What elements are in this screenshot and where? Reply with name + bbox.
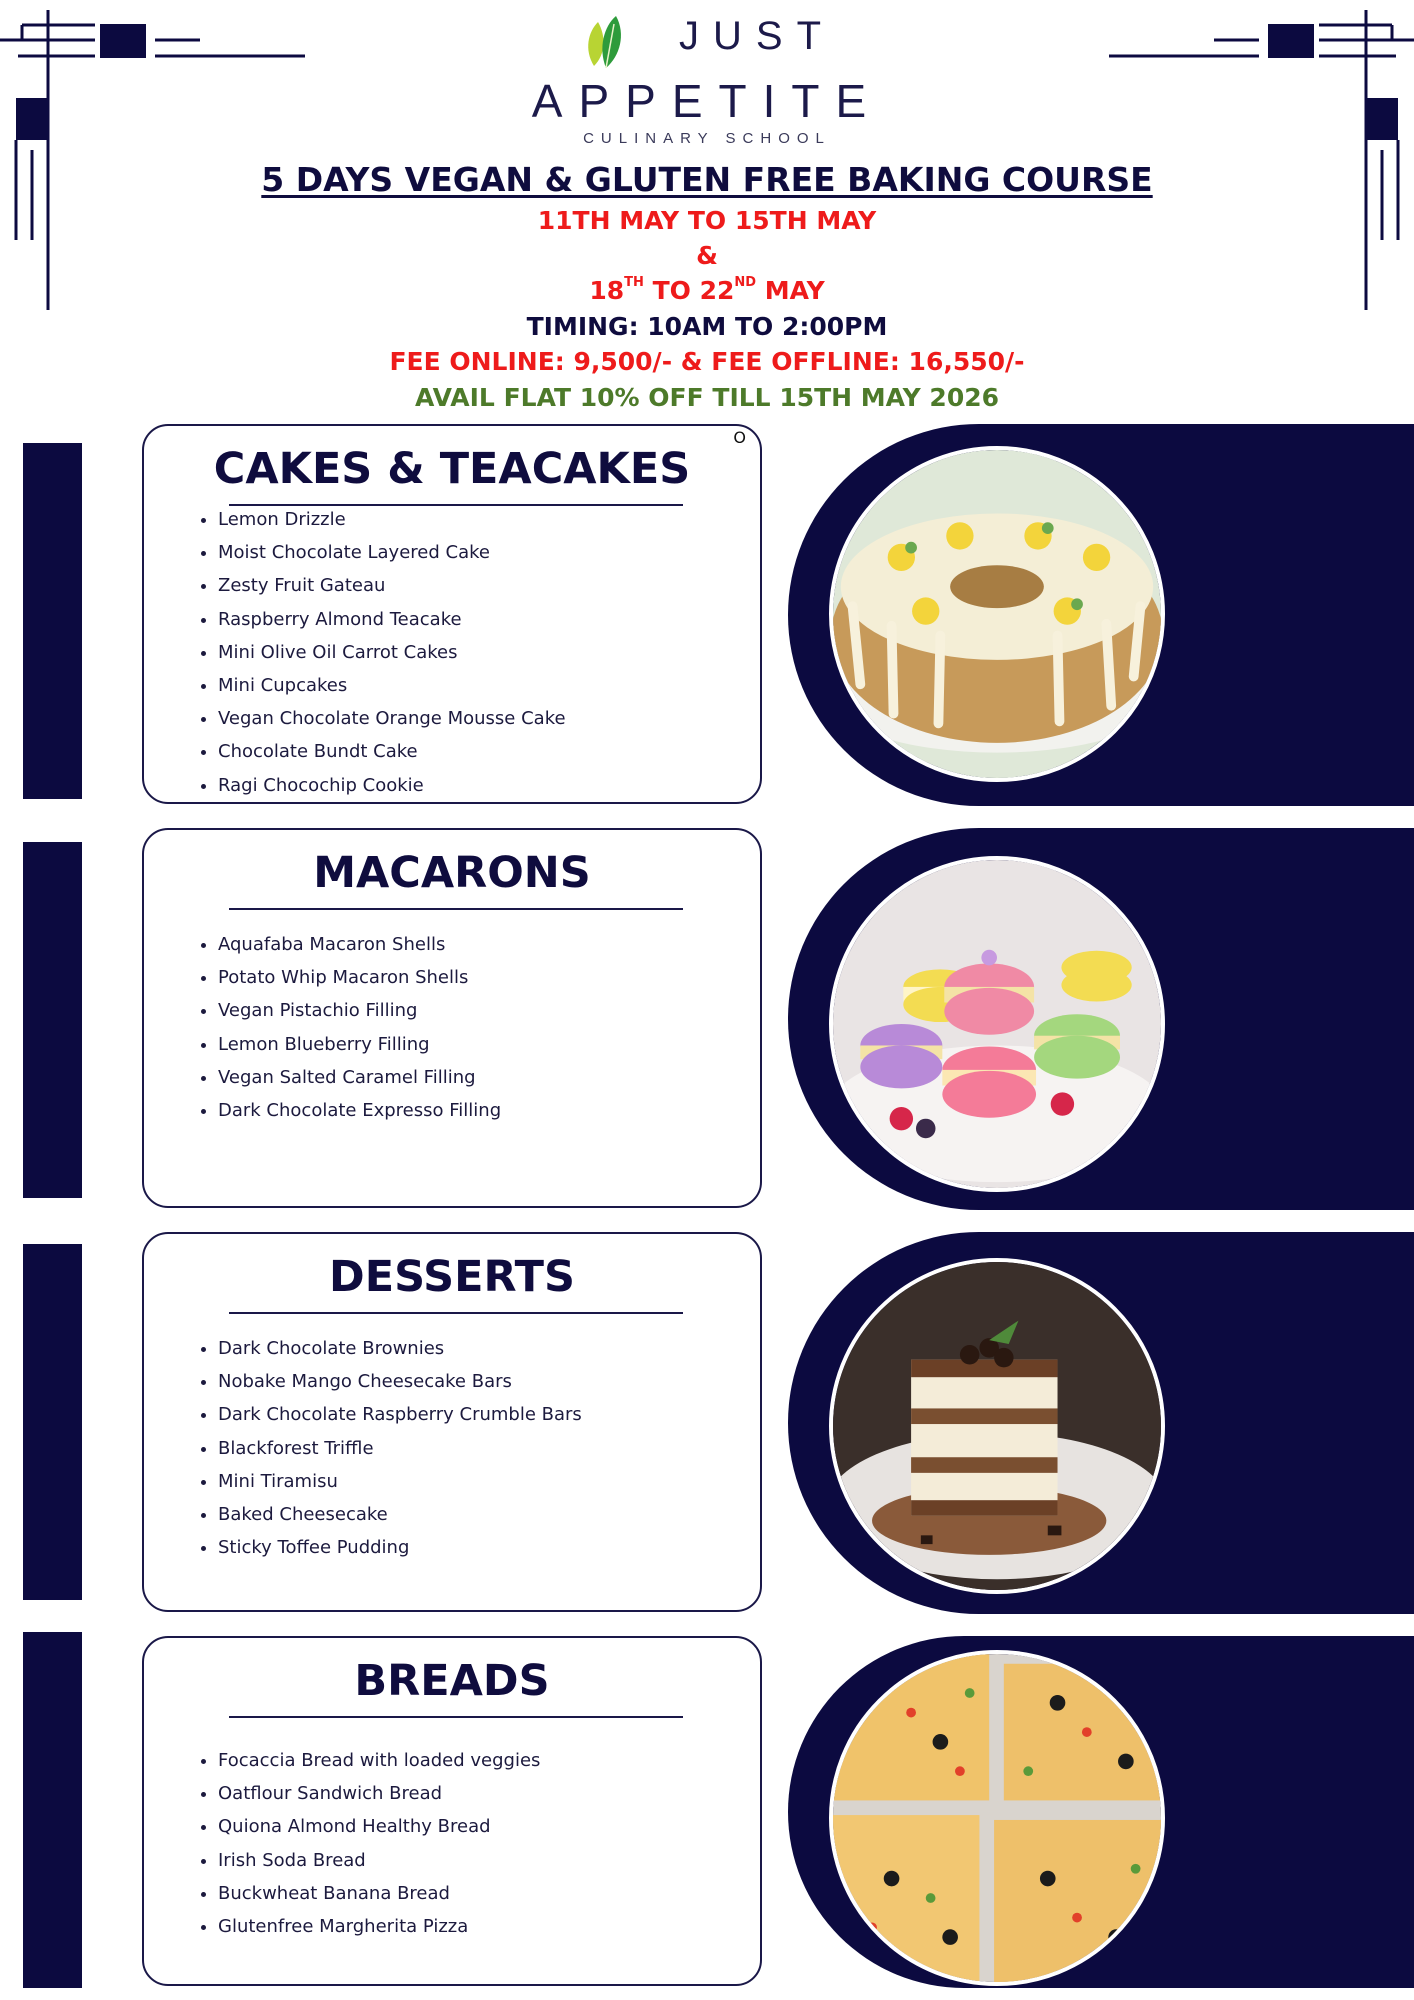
- list-item: • Dark Chocolate Expresso Filling: [218, 1094, 501, 1127]
- logo-subtitle: CULINARY SCHOOL: [583, 130, 831, 147]
- list-item: • Vegan Chocolate Orange Mousse Cake: [218, 702, 566, 735]
- item-list: [194, 1744, 540, 1943]
- section-card-desserts: [142, 1232, 762, 1612]
- list-item: • Dark Chocolate Raspberry Crumble Bars: [218, 1398, 582, 1431]
- section-card-cakes: [142, 424, 762, 804]
- section-title: BREADS: [354, 1656, 550, 1706]
- list-item: • Vegan Salted Caramel Filling: [218, 1061, 501, 1094]
- section-side-bar: [23, 1632, 82, 1988]
- list-item: • Ragi Chocochip Cookie: [218, 769, 566, 802]
- date-range-2: 18TH TO 22ND MAY: [589, 275, 825, 305]
- item-list: [194, 928, 501, 1127]
- section-card-macarons: [142, 828, 762, 1208]
- date-ampersand: &: [696, 241, 718, 270]
- discount-offer: AVAIL FLAT 10% OFF TILL 15TH MAY 2026: [414, 383, 1000, 412]
- title-underline: [229, 1716, 683, 1718]
- list-item: • Lemon Blueberry Filling: [218, 1028, 501, 1061]
- lemon-bundt-cake-photo: [829, 446, 1165, 782]
- list-item: • Chocolate Bundt Cake: [218, 735, 566, 768]
- list-item: • Irish Soda Bread: [218, 1844, 540, 1877]
- corner-mark: O: [733, 428, 746, 447]
- course-title: 5 DAYS VEGAN & GLUTEN FREE BAKING COURSE: [261, 160, 1153, 199]
- logo-word-just: JUST: [679, 14, 835, 58]
- list-item: • Quiona Almond Healthy Bread: [218, 1810, 540, 1843]
- list-item: • Oatflour Sandwich Bread: [218, 1777, 540, 1810]
- list-item: • Moist Chocolate Layered Cake: [218, 536, 566, 569]
- fee-info: FEE ONLINE: 9,500/- & FEE OFFLINE: 16,550/-: [389, 347, 1025, 376]
- list-item: • Blackforest Triffle: [218, 1432, 582, 1465]
- macarons-photo: [829, 856, 1165, 1192]
- section-title: MACARONS: [313, 848, 591, 898]
- section-side-bar: [23, 1244, 82, 1600]
- list-item: • Dark Chocolate Brownies: [218, 1332, 582, 1365]
- list-item: • Vegan Pistachio Filling: [218, 994, 501, 1027]
- title-underline: [229, 1312, 683, 1314]
- timing: TIMING: 10AM TO 2:00PM: [526, 312, 888, 341]
- list-item: • Nobake Mango Cheesecake Bars: [218, 1365, 582, 1398]
- list-item: • Potato Whip Macaron Shells: [218, 961, 501, 994]
- date-range-1: 11TH MAY TO 15TH MAY: [537, 206, 877, 235]
- focaccia-photo: [829, 1650, 1165, 1986]
- item-list: [194, 503, 566, 802]
- list-item: • Mini Olive Oil Carrot Cakes: [218, 636, 566, 669]
- list-item: • Mini Tiramisu: [218, 1465, 582, 1498]
- item-list: [194, 1332, 582, 1564]
- section-title: CAKES & TEACAKES: [213, 444, 691, 494]
- section-card-breads: [142, 1636, 762, 1986]
- list-item: • Zesty Fruit Gateau: [218, 569, 566, 602]
- list-item: • Aquafaba Macaron Shells: [218, 928, 501, 961]
- title-underline: [229, 908, 683, 910]
- section-title: DESSERTS: [329, 1252, 575, 1302]
- list-item: • Glutenfree Margherita Pizza: [218, 1910, 540, 1943]
- list-item: • Mini Cupcakes: [218, 669, 566, 702]
- list-item: • Buckwheat Banana Bread: [218, 1877, 540, 1910]
- list-item: • Raspberry Almond Teacake: [218, 603, 566, 636]
- section-side-bar: [23, 842, 82, 1198]
- logo-word-appetite: APPETITE: [531, 75, 883, 127]
- list-item: • Lemon Drizzle: [218, 503, 566, 536]
- section-side-bar: [23, 443, 82, 799]
- list-item: • Sticky Toffee Pudding: [218, 1531, 582, 1564]
- tiramisu-photo: [829, 1258, 1165, 1594]
- list-item: • Baked Cheesecake: [218, 1498, 582, 1531]
- list-item: • Focaccia Bread with loaded veggies: [218, 1744, 540, 1777]
